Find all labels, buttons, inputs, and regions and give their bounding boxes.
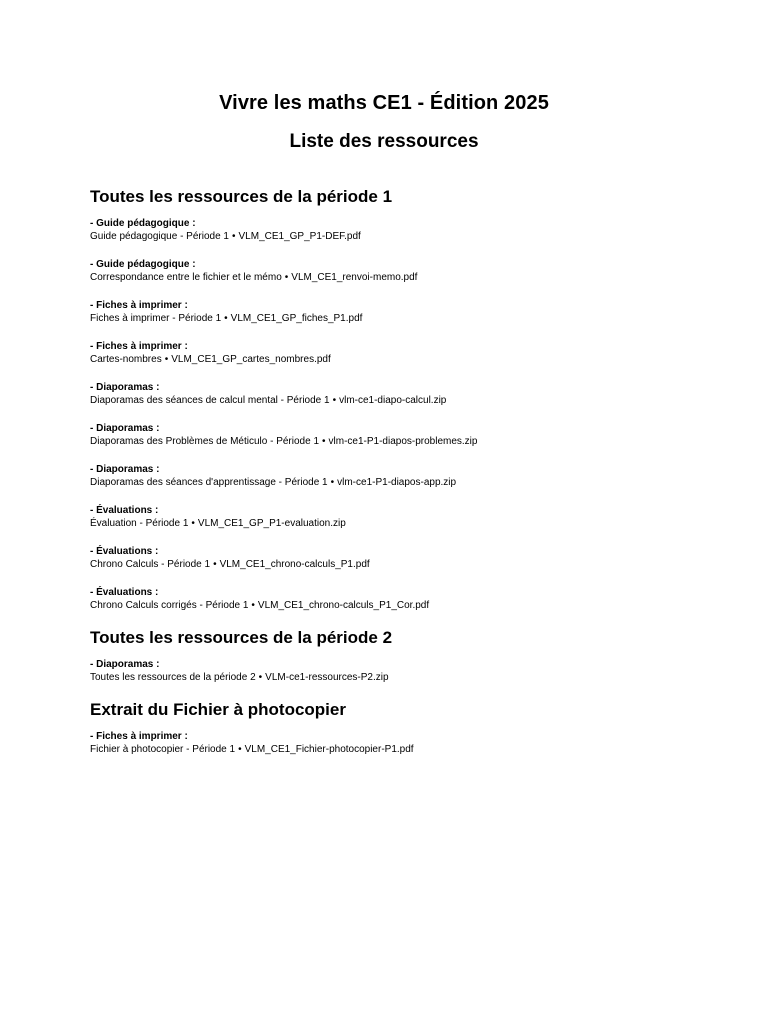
resource-entry [90,217,730,244]
resource-label: Fichier à photocopier - Période 1 [90,744,236,755]
resource-entry [90,258,730,285]
resource-filename: VLM_CE1_GP_P1-DEF.pdf [238,231,361,242]
resource-line [90,435,730,449]
resource-entry [90,586,730,613]
resource-list [90,186,730,771]
bullet-separator: • [238,744,242,755]
resource-line [90,353,730,367]
resource-line [90,312,730,326]
resource-filename: VLM_CE1_chrono-calculs_P1_Cor.pdf [257,600,430,611]
resource-category: - Évaluations : [90,587,159,598]
resource-category: - Diaporamas : [90,423,160,434]
resource-label: Toutes les ressources de la période 2 [90,672,256,683]
resource-entry [90,340,730,367]
bullet-separator: • [232,231,236,242]
resource-label: Chrono Calculs - Période 1 [90,559,211,570]
resource-filename: vlm-ce1-P1-diapos-app.zip [337,477,457,488]
resource-entry [90,504,730,531]
resource-label: Diaporamas des séances d'apprentissage - Période 1 [90,477,328,488]
section-3 [90,699,730,757]
resource-line [90,599,730,613]
section-2 [90,627,730,685]
bullet-separator: • [284,272,289,283]
resource-entry [90,545,730,572]
resource-filename: VLM_CE1_Fichier-photocopier-P1.pdf [244,744,414,755]
resource-category: - Guide pédagogique : [90,218,196,229]
resource-category: - Diaporamas : [90,659,160,670]
resource-line [90,476,730,490]
resource-line [90,230,730,244]
resource-entry [90,730,730,757]
resource-entry [90,422,730,449]
resource-filename: VLM_CE1_GP_fiches_P1.pdf [230,313,363,324]
resource-label: Cartes-nombres [90,354,162,365]
resource-label: Correspondance entre le fichier et le mémo [90,272,282,283]
resource-entry [90,463,730,490]
bullet-separator: • [191,518,195,529]
resource-filename: vlm-ce1-P1-diapos-problemes.zip [328,436,478,447]
resource-line [90,743,730,757]
resource-label: Diaporamas des Problèmes de Méticulo - Période 1 [90,436,319,447]
section-1 [90,186,730,613]
resource-category: - Évaluations : [90,505,159,516]
resource-entry [90,299,730,326]
resource-filename: VLM_CE1_renvoi-memo.pdf [291,272,418,283]
bullet-separator: • [322,436,326,447]
bullet-separator: • [213,559,217,570]
resource-line [90,671,730,685]
bullet-separator: • [224,313,228,324]
bullet-separator: • [251,600,255,611]
resource-category: - Fiches à imprimer : [90,731,188,742]
section-heading: Toutes les ressources de la période 1 [90,187,393,206]
resource-filename: VLM_CE1_GP_cartes_nombres.pdf [171,354,331,365]
resource-entry [90,381,730,408]
section-heading: Toutes les ressources de la période 2 [90,628,393,647]
resource-label: Fiches à imprimer - Période 1 [90,313,222,324]
resource-category: - Guide pédagogique : [90,259,196,270]
resource-label: Chrono Calculs corrigés - Période 1 [90,600,249,611]
resource-filename: VLM-ce1-ressources-P2.zip [265,672,389,683]
resource-category: - Fiches à imprimer : [90,341,188,352]
resource-filename: VLM_CE1_chrono-calculs_P1.pdf [219,559,370,570]
resource-line [90,394,730,408]
resource-label: Diaporamas des séances de calcul mental - Période 1 [90,395,330,406]
resource-filename: vlm-ce1-diapo-calcul.zip [339,395,447,406]
resource-category: - Fiches à imprimer : [90,300,188,311]
resource-label: Guide pédagogique - Période 1 [90,231,229,242]
section-heading: Extrait du Fichier à photocopier [90,700,346,719]
resource-category: - Diaporamas : [90,464,160,475]
bullet-separator: • [330,477,335,488]
resource-line [90,517,730,531]
resource-line [90,271,730,285]
document-title: Vivre les maths CE1 - Édition 2025 [219,92,549,114]
resource-entry [90,658,730,685]
bullet-separator: • [164,354,169,365]
resource-label: Évaluation - Période 1 [90,518,189,529]
resource-filename: VLM_CE1_GP_P1-evaluation.zip [197,518,346,529]
bullet-separator: • [332,395,337,406]
resource-category: - Diaporamas : [90,382,160,393]
bullet-separator: • [258,672,263,683]
resource-category: - Évaluations : [90,546,159,557]
document-subtitle: Liste des ressources [289,131,479,152]
resource-line [90,558,730,572]
